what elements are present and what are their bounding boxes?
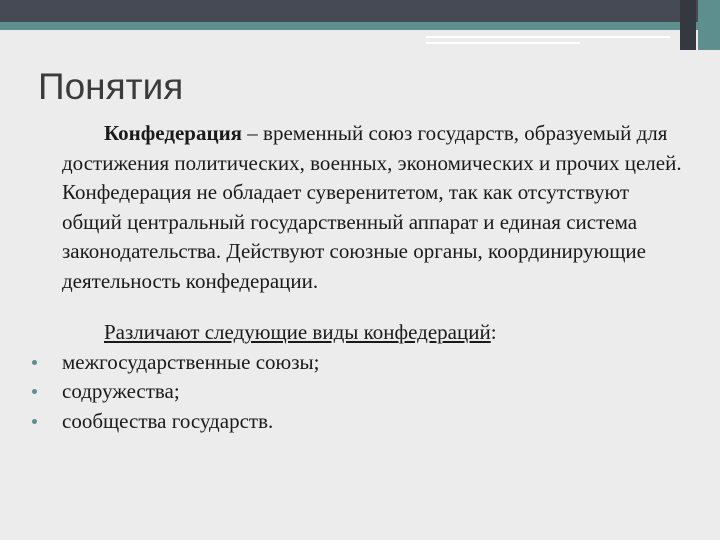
list-item bbox=[62, 407, 692, 437]
slide-title: Понятия bbox=[38, 66, 184, 107]
header-accent-line bbox=[426, 42, 580, 44]
types-list bbox=[62, 348, 692, 437]
list-item-text: сообщества государств. bbox=[62, 408, 274, 433]
bullet-icon bbox=[32, 360, 37, 365]
list-item bbox=[62, 348, 692, 378]
types-intro-text: Различают следующие виды конфедераций bbox=[104, 320, 491, 344]
types-intro bbox=[62, 318, 692, 348]
definition-term: Конфедерация bbox=[104, 121, 243, 145]
corner-decoration bbox=[698, 0, 720, 50]
header-accent-line bbox=[426, 36, 670, 38]
header-accent-band bbox=[0, 22, 720, 30]
types-intro-colon: : bbox=[490, 320, 497, 344]
corner-decoration bbox=[680, 0, 696, 50]
bullet-icon bbox=[32, 419, 37, 424]
definition-paragraph bbox=[62, 119, 692, 296]
list-item bbox=[62, 377, 692, 407]
slide-body bbox=[62, 119, 692, 436]
header-band bbox=[0, 0, 720, 22]
definition-text: – временный союз государств, образуемый для достижения политических, военных, экономических и прочих целей. Конфедерация не обладает суверенитетом, так как отсутствуют общий центральный государственный аппарат и единая система законодательства. Действуют союзные органы, координирующие деятельность конфедерации. bbox=[62, 121, 682, 293]
list-item-text: содружества; bbox=[62, 379, 180, 403]
list-item-text: межгосударственные союзы; bbox=[62, 349, 320, 374]
bullet-icon bbox=[32, 389, 37, 394]
